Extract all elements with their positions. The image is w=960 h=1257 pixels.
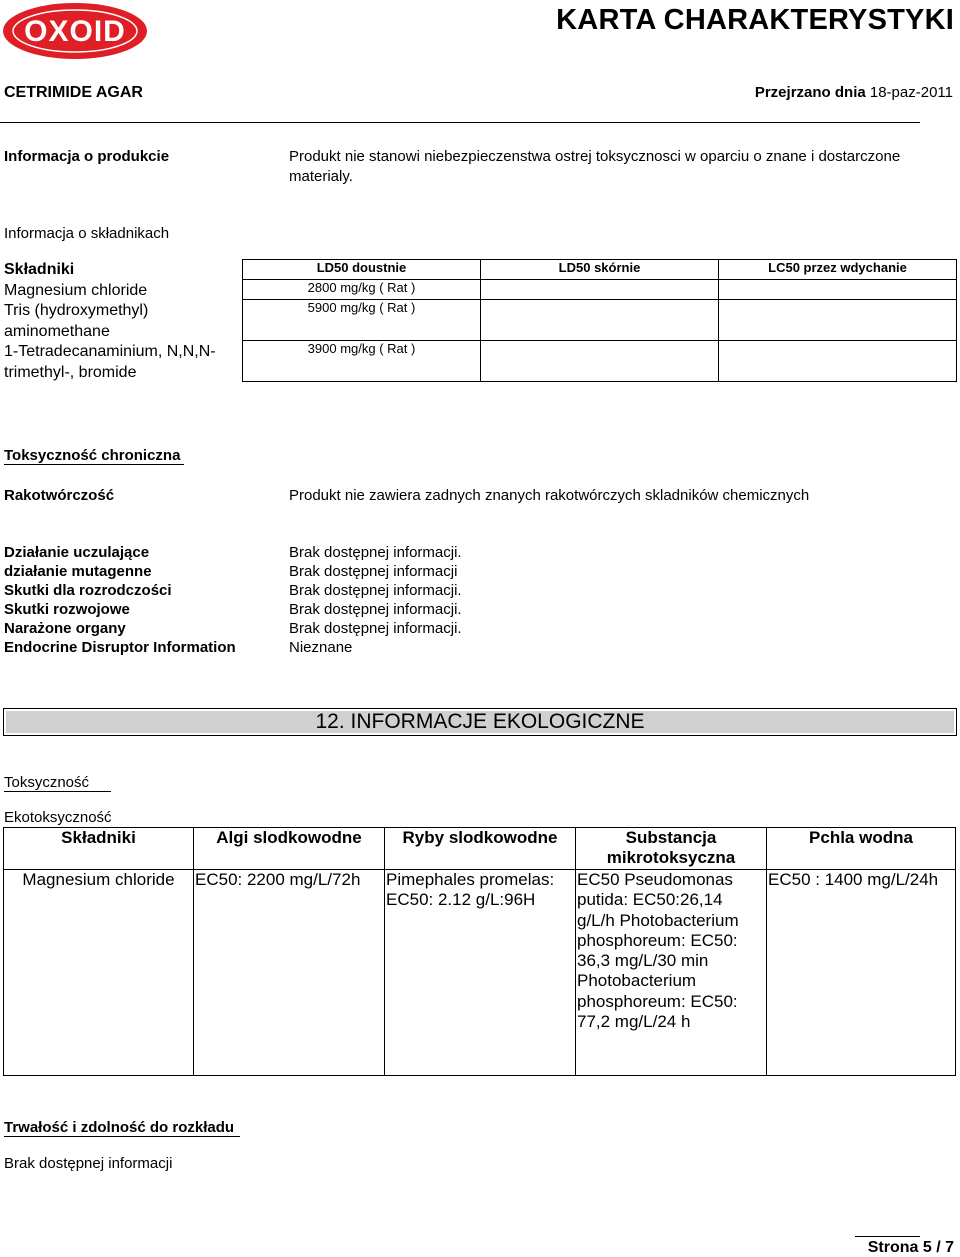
effect-value: Brak dostępnej informacji. (289, 582, 462, 599)
chronic-toxicity-heading-wrap (4, 447, 184, 465)
page-value: 5 / 7 (922, 1239, 954, 1256)
page-label: Strona (867, 1239, 919, 1256)
ingredient-list (4, 260, 244, 383)
ingredients-info-heading: Informacja o składnikach (4, 225, 170, 242)
effect-label: Działanie uczulające (4, 544, 150, 561)
ld50-oral-header: LD50 doustnie (243, 260, 481, 280)
eco-col-fish: Ryby slodkowodne (385, 828, 576, 870)
toxicity-heading: Toksyczność (4, 774, 111, 792)
chronic-toxicity-heading: Toksyczność chroniczna (4, 447, 184, 465)
eco-col-ingredient: Składniki (4, 828, 194, 870)
effect-value: Nieznane (289, 639, 353, 656)
table-row (243, 341, 957, 382)
eco-col-daphnia: Pchla wodna (767, 828, 956, 870)
eco-algae-value: EC50: 2200 mg/L/72h (194, 870, 385, 1076)
section-12-title: 12. INFORMACJE EKOLOGICZNE (315, 710, 645, 733)
header-divider (0, 122, 920, 123)
product-info-label: Informacja o produkcie (4, 148, 170, 165)
product-info-text: Produkt nie stanowi niebezpieczenstwa ostrej toksycznosci w oparciu o znane i dostarczone materialy. (289, 148, 901, 185)
lc50-inhalation-header: LC50 przez wdychanie (719, 260, 957, 280)
eco-microtox-value: EC50 Pseudomonas putida: EC50:26,14 g/L/h Photobacterium phosphoreum: EC50: 36,3 mg/L/30 min Photobacterium phosphoreum: EC50: 77,2 mg/L/24 h (576, 870, 767, 1076)
ld50-dermal-value (481, 280, 719, 300)
ld50-oral-value: 2800 mg/kg ( Rat ) (243, 280, 481, 300)
oxoid-logo (2, 2, 148, 60)
effect-label: Skutki dla rozrodczości (4, 582, 172, 599)
ld50-dermal-value (481, 300, 719, 341)
lc50-inhalation-value (719, 280, 957, 300)
svg-text:OXOID: OXOID (24, 15, 126, 48)
effect-value: Brak dostępnej informacji. (289, 601, 462, 618)
acute-toxicity-table (242, 259, 957, 382)
table-row (243, 300, 957, 341)
effect-label: działanie mutagenne (4, 563, 152, 580)
ingredient-name: 1-Tetradecanaminium, N,N,N-trimethyl-, bromide (4, 343, 216, 381)
lc50-inhalation-value (719, 341, 957, 382)
toxicity-heading-wrap (4, 774, 111, 792)
effects-values (289, 543, 462, 657)
ingredient-name: Tris (hydroxymethyl) aminomethane (4, 302, 149, 340)
effect-value: Brak dostępnej informacji. (289, 620, 462, 637)
revision-date (755, 84, 953, 101)
effect-label: Narażone organy (4, 620, 126, 637)
eco-ingredient: Magnesium chloride (4, 870, 194, 1076)
eco-col-microtox: Substancja mikrotoksyczna (576, 828, 767, 870)
revised-date-value: 18-paz-2011 (869, 84, 953, 101)
product-name: CETRIMIDE AGAR (4, 84, 143, 101)
page-number (868, 1239, 954, 1257)
carcinogenicity-label: Rakotwórczość (4, 487, 115, 504)
lc50-inhalation-value (719, 300, 957, 341)
ld50-oral-value: 3900 mg/kg ( Rat ) (243, 341, 481, 382)
eco-daphnia-value: EC50 : 1400 mg/L/24h (767, 870, 956, 1076)
table-header-row (243, 260, 957, 280)
persistence-heading-wrap (4, 1119, 240, 1137)
effects-labels (4, 543, 236, 657)
effect-value: Brak dostępnej informacji. (289, 544, 462, 561)
effect-label: Endocrine Disruptor Information (4, 639, 236, 656)
table-row (243, 280, 957, 300)
table-row (4, 870, 956, 1076)
revised-label: Przejrzano dnia (754, 84, 866, 101)
ld50-oral-value: 5900 mg/kg ( Rat ) (243, 300, 481, 341)
ecotoxicity-heading: Ekotoksyczność (4, 809, 112, 826)
ecotoxicity-table (3, 827, 956, 1076)
effect-value: Brak dostępnej informacji (289, 563, 458, 580)
table-header-row (4, 828, 956, 870)
footer-divider (855, 1236, 920, 1237)
ingredient-name: Magnesium chloride (4, 281, 148, 299)
document-title: KARTA CHARAKTERYSTYKI (556, 4, 954, 36)
effect-label: Skutki rozwojowe (4, 601, 130, 618)
ld50-dermal-value (481, 341, 719, 382)
carcinogenicity-text: Produkt nie zawiera zadnych znanych rakotwórczych skladników chemicznych (289, 487, 810, 504)
eco-col-algae: Algi slodkowodne (194, 828, 385, 870)
persistence-text: Brak dostępnej informacji (4, 1155, 173, 1172)
persistence-heading: Trwałość i zdolność do rozkładu (4, 1119, 240, 1137)
ld50-dermal-header: LD50 skórnie (481, 260, 719, 280)
ingredient-column-header: Składniki (4, 261, 75, 278)
eco-fish-value: Pimephales promelas: EC50: 2.12 g/L:96H (385, 870, 576, 1076)
